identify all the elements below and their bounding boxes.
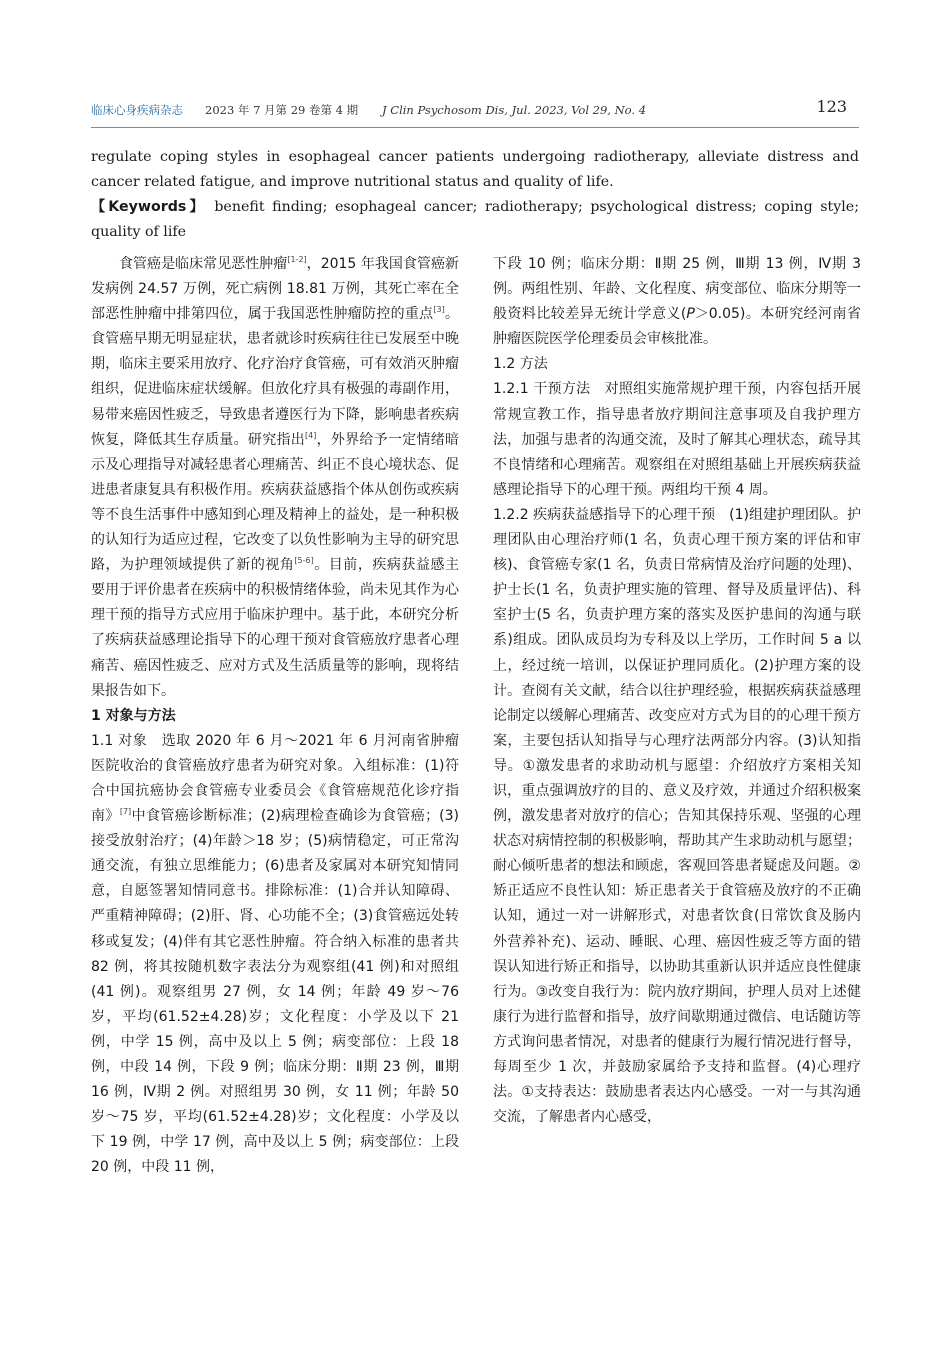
subjects-paragraph [91,729,459,1181]
psychological-intervention-paragraph: 1.2.2 疾病获益感指导下的心理干预 (1)组建护理团队。护理团队由心理治疗师(1 名，负责心理干预方案的评估和审核)、食管癌专家(1 名，负责日常病情及治疗问题的处理)、护士长(1 名，负责护理实施的管理、督导及质量评估)、科室护士(5 名，负责护理方案的落实及医护患间的沟通与联系)组成。团队成员均为专科及以上学历，工作时间 5 a 以上，经过统一培训，以保证护理同质化。(2)护理方案的设计。查阅有关文献，结合以往护理经验，根据疾病获益感理论制定以缓解心理痛苦、改变应对方式为目的的心理干预方案，主要包括认知指导与心理疗法两部分内容。(3)认知指导。①激发患者的求助动机与愿望：介绍放疗方案相关知识，重点强调放疗的目的、意义及疗效，并通过介绍积极案例，激发患者对放疗的信心；告知其保持乐观、坚强的心理状态对病情控制的积极影响，帮助其产生求助动机与愿望；耐心倾听患者的想法和顾虑，客观回答患者疑虑及问题。②矫正适应不良性认知：矫正患者关于食管癌及放疗的不正确认知，通过一对一讲解形式，对患者饮食(日常饮食及肠内外营养补充)、运动、睡眠、心理、癌因性疲乏等方面的错误认知进行矫正和指导，以协助其重新认识并适应良性健康行为。③改变自我行为：院内放疗期间，护理人员对上述健康行为进行监督和指导，放疗间歇期通过微信、电话随访等方式询问患者情况，对患者的健康行为履行情况进行督导，每周至少 1 次，并鼓励家属给予支持和监督。(4)心理疗法。①支持表达：鼓励患者表达内心感受。一对一与其沟通交流，了解患者内心感受， [493,506,861,1126]
running-header [91,99,859,121]
abstract-text: regulate coping styles in esophageal cancer patients undergoing radiotherapy, alleviate distress and cancer related fatigue, and improve nutritional status and quality of life. [91,149,859,190]
citation: [4] [305,430,317,440]
intro-text: ，2015 年我国食管癌新发病例 24.57 万例，死亡病例 18.81 万例，其死亡率在全部恶性肿瘤中排第四位，属于我国恶性肿瘤防控的重点 [91,256,459,323]
p-value-symbol: P [686,306,695,323]
subjects-text: ＞0.05)。本研究经河南省肿瘤医院医学伦理委员会审核批准。 [493,306,861,348]
keywords-label: 【Keywords】 [91,199,207,215]
intro-text: 食管癌是临床常见恶性肿瘤 [119,256,288,272]
issue-info: 2023 年 7 月第 29 卷第 4 期 [205,103,359,117]
citation: [5-6] [294,556,314,566]
subjects-text: 下段 10 例；临床分期：Ⅱ期 25 例，Ⅲ期 13 例，Ⅳ期 3 例。两组性别、年龄、文化程度、病变部位、临床分期等一般资料比较差异无统计学意义( [493,256,861,323]
citation: [1-2] [287,255,307,264]
subjects-text: 中食管癌诊断标准；(2)病理检查确诊为食管癌；(3)接受放射治疗；(4)年龄＞18 岁；(5)病情稳定，可正常沟通交流，有独立思维能力；(6)患者及家属对本研究知情同意，自愿签署知情同意书。排除标准：(1)合并认知障碍、严重精神障碍；(2)肝、肾、心功能不全；(3)食管癌远处转移或复发；(4)伴有其它恶性肿瘤。符合纳入标准的患者共 82 例，将其按随机数字表法分为观察组(41 例)和对照组(41 例)。观察组男 27 例，女 14 例；年龄 49 岁～76 岁，平均(61.52±4.28)岁；文化程度：小学及以下 21 例，中学 15 例，高中及以上 5 例；病变部位：上段 18 例，中段 14 例，下段 9 例；临床分期：Ⅱ期 23 例，Ⅲ期 16 例，Ⅳ期 2 例。对照组男 30 例，女 11 例；年龄 50 岁～75 岁，平均(61.52±4.28)岁；文化程度：小学及以下 19 例，中学 17 例，高中及以上 5 例；病变部位：上段 20 例，中段 11 例， [91,808,460,1176]
subjects-text: 1.1 对象 选取 2020 年 6 月～2021 年 6 月河南省肿瘤医院收治的食管癌放疗患者为研究对象。入组标准：(1)符合中国抗癌协会食管癌专业委员会《食管癌规范化诊疗指南》 [91,732,459,825]
page-number: 123 [816,97,847,116]
intro-text: ，外界给予一定情绪暗示及心理指导对减轻患者心理痛苦、纠正不良心境状态、促进患者康复具有积极作用。疾病获益感指个体从创伤或疾病等不良生活事件中感知到心理及精神上的益处，是一种积极的认知行为适应过程，它改变了以负性影响为主导的研究思路，为护理领域提供了新的视角 [91,431,460,574]
intro-text: 。目前，疾病获益感主要用于评价患者在疾病中的积极情绪体验，尚未见其作为心理干预的指导方式应用于临床护理中。基于此，本研究分析了疾病获益感理论指导下的心理干预对食管癌放疗患者心理痛苦、癌因性疲乏、应对方式及生活质量等的影响，现将结果报告如下。 [91,557,460,699]
intro-paragraph [91,252,459,704]
intro-text: 。食管癌早期无明显症状，患者就诊时疾病往往已发展至中晚期，临床主要采用放疗、化疗治疗食管癌，可有效消灭肿瘤组织，促进临床症状缓解。但放化疗具有极强的毒副作用，易带来癌因性疲乏，导致患者遵医行为下降，影响患者疾病恢复，降低其生存质量。研究指出 [91,306,460,448]
subjects-paragraph-continued [493,252,861,352]
header-rule [91,127,859,128]
journal-name: 临床心身疾病杂志 [91,103,183,117]
citation: [3] [433,305,445,315]
section-heading: 1 对象与方法 [91,707,176,724]
citation: [7] [119,807,132,817]
right-column [493,252,861,1130]
journal-english-citation: J Clin Psychosom Dis, Jul. 2023, Vol 29, No. 4 [382,103,647,117]
subsection-heading: 1.2 方法 [493,356,548,373]
intervention-paragraph: 1.2.1 干预方法 对照组实施常规护理干预，内容包括开展常规宣教工作，指导患者放疗期间注意事项及自我护理方法，加强与患者的沟通交流，及时了解其心理状态，疏导其不良情绪和心理痛苦。观察组在对照组基础上开展疾病获益感理论指导下的心理干预。两组均干预 4 周。 [493,381,861,498]
left-column [91,252,459,1180]
abstract-continuation [91,145,859,245]
keywords-text: benefit finding; esophageal cancer; radiotherapy; psychological distress; coping style; quality of life [91,199,859,240]
keywords-line [91,195,859,245]
